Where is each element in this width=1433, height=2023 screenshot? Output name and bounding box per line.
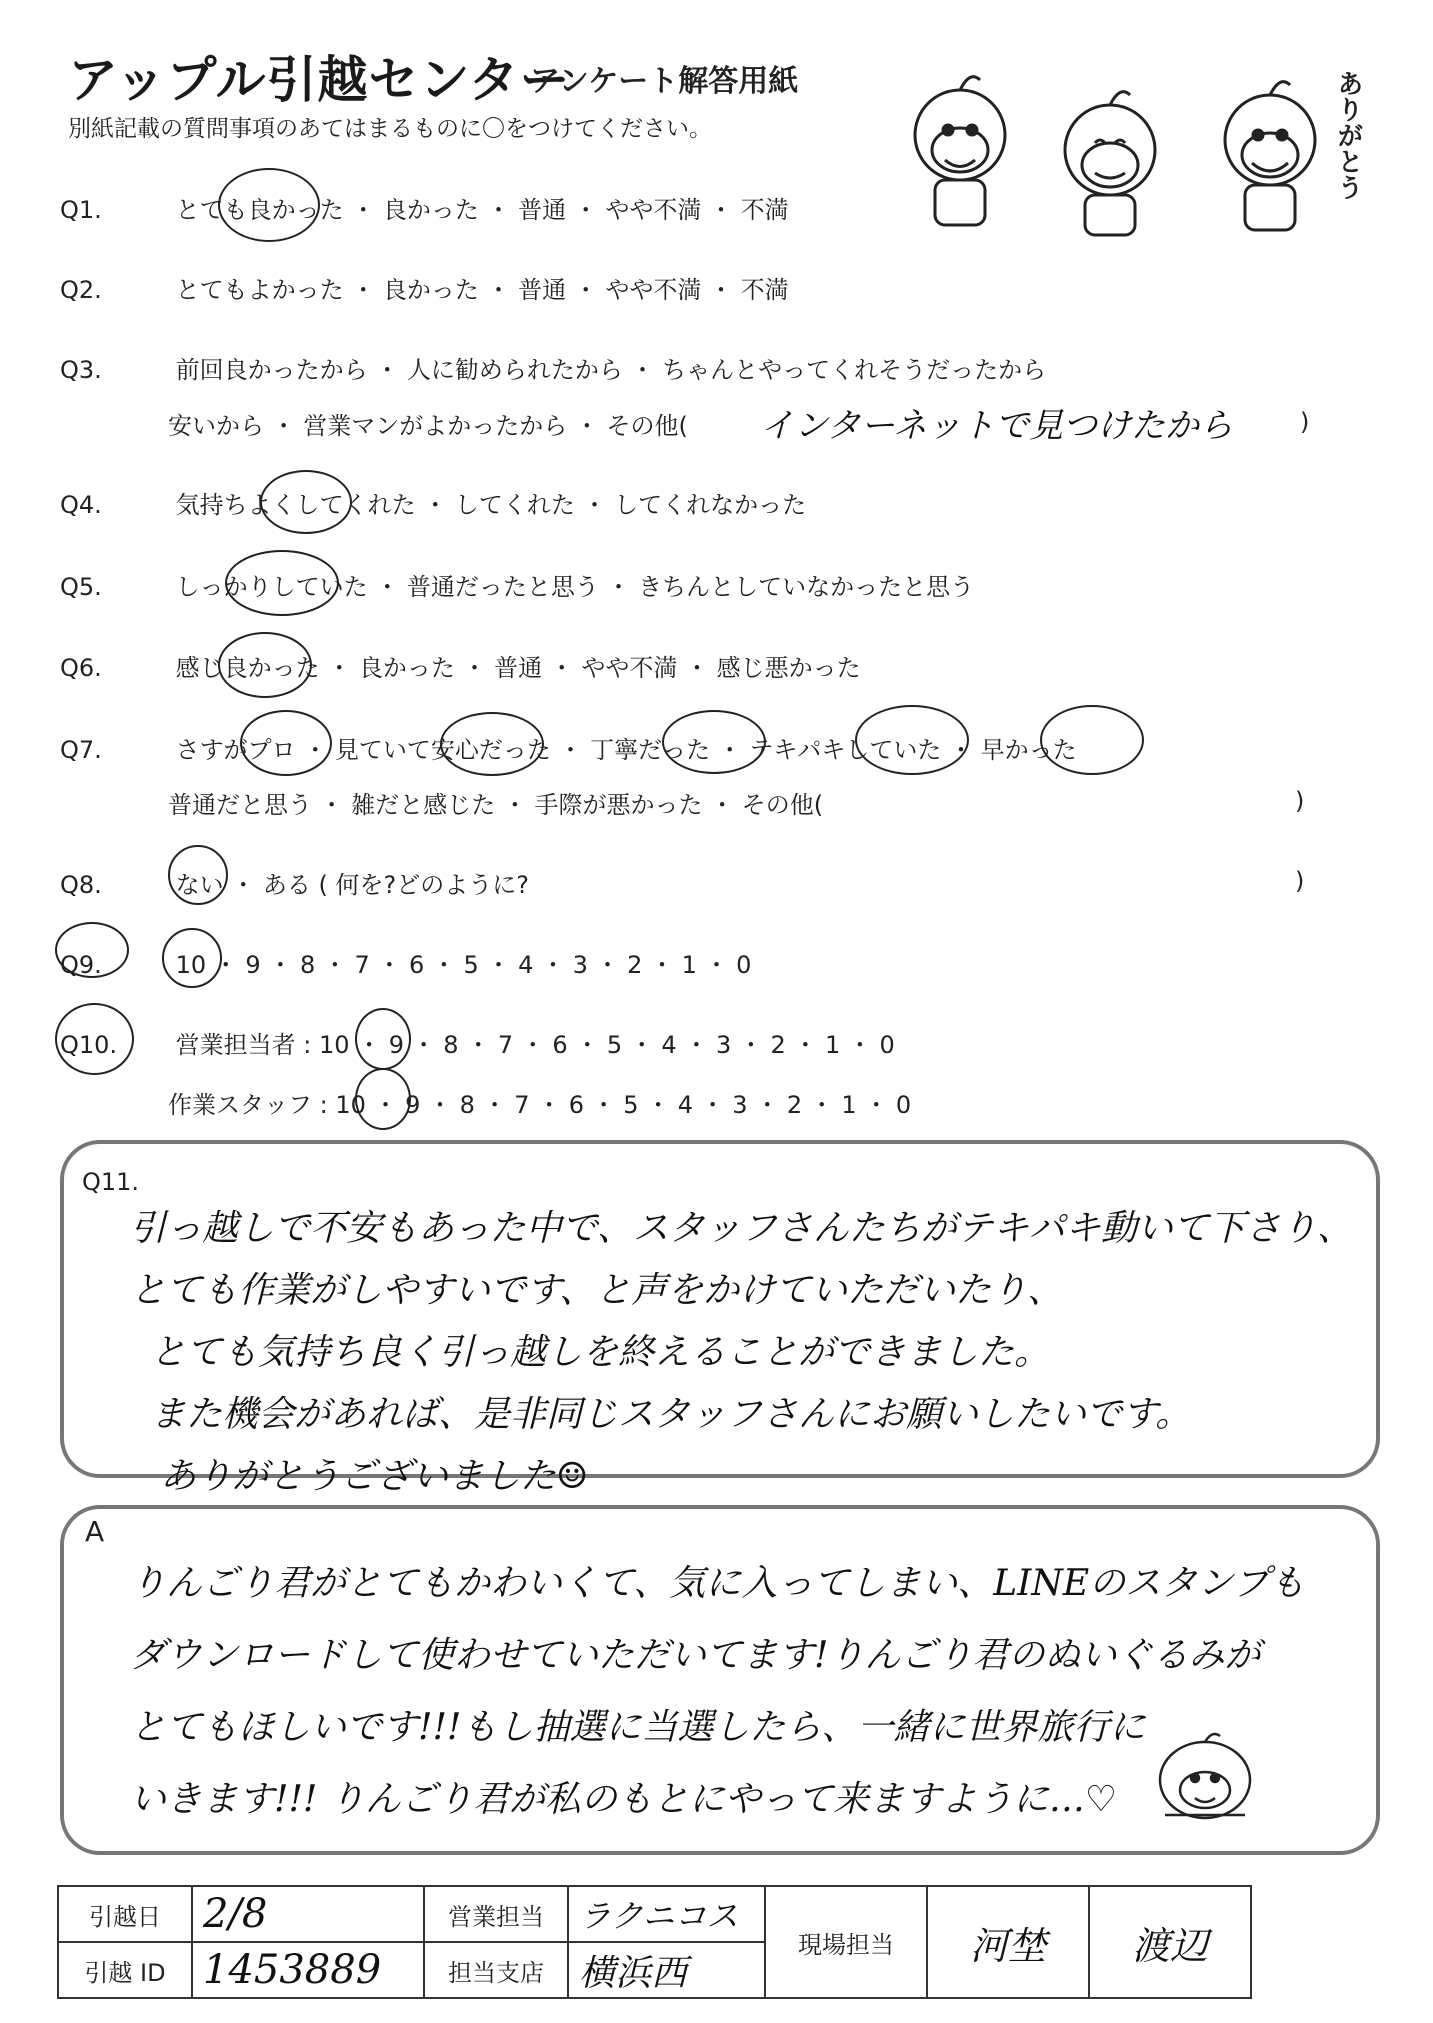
question-options: 普通だと思う ・ 雑だと感じた ・ 手際が悪かった ・ その他( — [168, 791, 824, 819]
mascot-sketch — [1150, 1720, 1260, 1830]
question-row — [60, 567, 974, 602]
info-table — [57, 1885, 1252, 1999]
question-number: Q8. — [60, 871, 102, 899]
site-label: 現場担当 — [765, 1886, 927, 1998]
branch-value: 横浜西 — [568, 1942, 765, 1998]
comment-line: いきます!!! りんごり君が私のもとにやって来ますように…♡ — [130, 1779, 1118, 1820]
page-title: アップル引越センター — [68, 51, 571, 109]
question-options: 営業担当者 : 10 ・ 9 ・ 8 ・ 7 ・ 6 ・ 5 ・ 4 ・ 3 ・ 2 ・ 1 ・ 0 — [175, 1031, 895, 1059]
answer-circle — [218, 632, 312, 698]
mascot-right — [1225, 82, 1315, 230]
q11-line: 引っ越しで不安もあった中で、スタッフさんたちがテキパキ動いて下さり、 — [130, 1208, 1353, 1249]
q11-line: とても作業がしやすいです、と声をかけていただいたり、 — [130, 1270, 1064, 1311]
question-number: Q1. — [60, 196, 102, 224]
question-row — [60, 1025, 895, 1060]
question-number: Q10. — [60, 1031, 118, 1059]
question-options: 感じ良かった ・ 良かった ・ 普通 ・ やや不満 ・ 感じ悪かった — [175, 654, 861, 682]
sales-label: 営業担当 — [424, 1886, 568, 1942]
thanks-text: ありがとう — [1333, 70, 1363, 200]
question-number: Q3. — [60, 356, 102, 384]
question-row — [60, 350, 1046, 385]
question-options: 安いから ・ 営業マンがよかったから ・ その他( — [168, 412, 688, 440]
answer-circle — [355, 1068, 411, 1130]
move-id-label: 引越 ID — [58, 1942, 192, 1998]
close-paren: ) — [1300, 408, 1310, 436]
q11-line: ありがとうございました☺ — [160, 1456, 589, 1497]
question-row-2 — [168, 785, 823, 820]
answer-circle — [355, 1008, 411, 1070]
mascot-left — [915, 77, 1005, 225]
question-options: 作業スタッフ : 10 ・ 9 ・ 8 ・ 7 ・ 6 ・ 5 ・ 4 ・ 3 ・ 2 ・ 1 ・ 0 — [168, 1091, 912, 1119]
q11-line: また機会があれば、是非同じスタッフさんにお願いしたいです。 — [150, 1394, 1192, 1435]
answer-circle — [260, 470, 352, 534]
question-number: Q4. — [60, 491, 102, 519]
close-paren: ) — [1295, 787, 1305, 815]
question-options: ない ・ ある ( 何を?どのように? — [175, 871, 529, 899]
mascot-illustration — [890, 55, 1370, 245]
answer-circle — [662, 710, 766, 774]
answer-circle — [855, 705, 969, 775]
question-row — [60, 270, 789, 305]
page-subtitle: アンケート解答用紙 — [530, 64, 799, 99]
question-number: Q6. — [60, 654, 102, 682]
comment-line: りんごり君がとてもかわいくて、気に入ってしまい、LINEのスタンプも — [130, 1563, 1306, 1604]
question-row — [60, 865, 529, 900]
answer-circle — [55, 1003, 134, 1075]
question-row-2 — [168, 1085, 911, 1120]
answer-circle — [55, 922, 129, 978]
instruction-text: 別紙記載の質問事項のあてはまるものに〇をつけてください。 — [68, 116, 712, 142]
question-row — [60, 648, 861, 683]
answer-circle — [218, 168, 320, 242]
q11-label: Q11. — [82, 1168, 140, 1196]
question-number: Q5. — [60, 573, 102, 601]
answer-circle — [162, 928, 222, 988]
answer-circle — [225, 550, 339, 616]
question-number: Q2. — [60, 276, 102, 304]
mascot-center — [1065, 92, 1155, 235]
comment-line: ダウンロードして使わせていただいてます!りんごり君のぬいぐるみが — [130, 1635, 1261, 1676]
q11-line: とても気持ち良く引っ越しを終えることができました。 — [150, 1332, 1051, 1373]
question-options: しっかりしていた ・ 普通だったと思う ・ きちんとしていなかったと思う — [175, 573, 975, 601]
site-staff-2: 渡辺 — [1089, 1886, 1251, 1998]
close-paren: ) — [1295, 867, 1305, 895]
question-number: Q9. — [60, 951, 102, 979]
comment-label: A — [85, 1515, 105, 1548]
move-id-value: 1453889 — [192, 1942, 424, 1998]
answer-circle — [1040, 705, 1144, 775]
site-staff-1: 河埜 — [927, 1886, 1089, 1998]
answer-circle — [168, 845, 228, 905]
question-row-2 — [168, 406, 688, 441]
comment-line: とてもほしいです!!!もし抽選に当選したら、一緒に世界旅行に — [130, 1707, 1146, 1748]
sales-value: ラクニコス — [568, 1886, 765, 1942]
branch-label: 担当支店 — [424, 1942, 568, 1998]
question-row — [60, 190, 789, 225]
question-options: とてもよかった ・ 良かった ・ 普通 ・ やや不満 ・ 不満 — [175, 276, 789, 304]
question-options: 10 ・ 9 ・ 8 ・ 7 ・ 6 ・ 5 ・ 4 ・ 3 ・ 2 ・ 1 ・ 0 — [175, 951, 752, 979]
question-options: さすがプロ ・ 見ていて安心だった ・ 丁寧だった ・ テキパキしていた ・ 早かった — [175, 736, 1077, 764]
answer-circle — [440, 712, 544, 776]
answer-circle — [240, 710, 332, 776]
question-number: Q7. — [60, 736, 102, 764]
question-options: 気持ちよくしてくれた ・ してくれた ・ してくれなかった — [175, 491, 807, 519]
question-options: とても良かった ・ 良かった ・ 普通 ・ やや不満 ・ 不満 — [175, 196, 789, 224]
question-row — [60, 485, 806, 520]
question-options: 前回良かったから ・ 人に勧められたから ・ ちゃんとやってくれそうだったから — [175, 356, 1047, 384]
handwritten-answer: インターネットで見つけたから — [760, 406, 1233, 446]
move-date-label: 引越日 — [58, 1886, 192, 1942]
move-date-value: 2/8 — [192, 1886, 424, 1942]
